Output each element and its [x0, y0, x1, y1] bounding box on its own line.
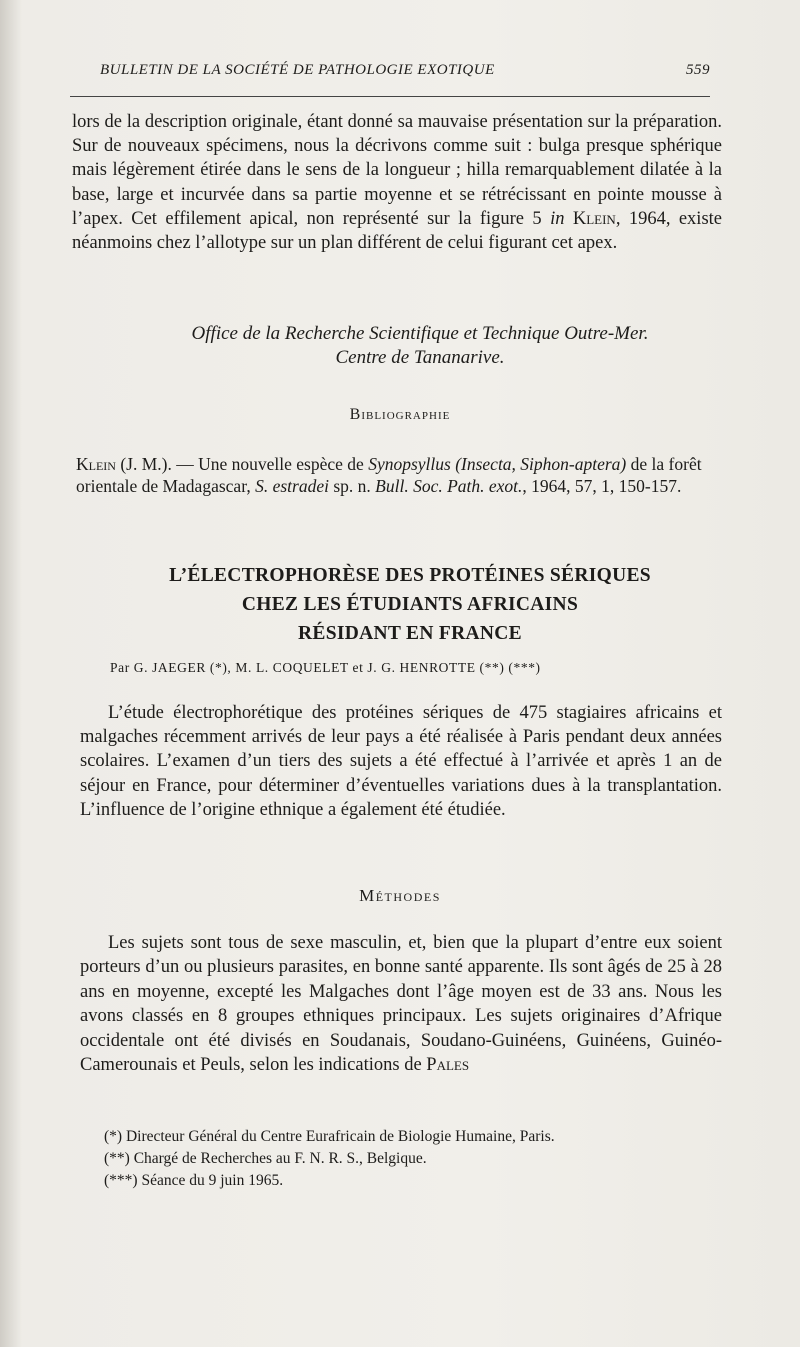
article-title: L’ÉLECTROPHORÈSE DES PROTÉINES SÉRIQUES CHEZ LES ÉTUDIANTS AFRICAINS RÉSIDANT EN FRANCE	[169, 565, 651, 644]
bibliography-heading: Bibliographie	[349, 406, 451, 423]
footnote: (*) Directeur Général du Centre Eurafricain de Biologie Humaine, Paris.	[104, 1128, 555, 1145]
article-authors: Par G. JAEGER (*), M. L. COQUELET et J. G. HENROTTE (**) (***)	[110, 660, 541, 675]
header-rule	[70, 96, 710, 97]
footnotes	[104, 1126, 744, 1192]
page-number: 559	[686, 62, 710, 78]
journal-title: BULLETIN DE LA SOCIÉTÉ DE PATHOLOGIE EXOTIQUE	[100, 62, 495, 78]
intro-paragraph: L’étude électrophorétique des protéines sériques de 475 stagiaires africains et malgaches récemment arrivés de leur pays a été réalisée à Paris pendant deux années scolaires. L’examen d’un tiers des sujets a été effectué à l’arrivée et après 1 an de séjour en France, pour déterminer d’éventuelles variations dues à la transplantation. L’influence de l’origine ethnique a également été étudiée.	[80, 703, 722, 820]
footnote: (***) Séance du 9 juin 1965.	[104, 1172, 284, 1189]
running-header	[100, 62, 710, 79]
methods-heading: Méthodes	[359, 886, 441, 905]
affiliation: Office de la Recherche Scientifique et Technique Outre-Mer. Centre de Tananarive.	[191, 323, 649, 368]
continuation-paragraph: lors de la description originale, étant donné sa mauvaise présentation sur la préparation. Sur de nouveaux spécimens, nous la décrivons comme suit : bulga presque sphérique mais légèrement étirée dans le sens de la longueur ; hilla remarquablement dilatée à la base, large et incurvée dans sa partie moyenne et se rétrécissant en pointe mousse à l’apex. Cet effilement apical, non représenté sur la figure 5 in Klein, 1964, existe néanmoins chez l’allotype sur un plan différent de celui figurant cet apex.	[72, 112, 722, 254]
footnote: (**) Chargé de Recherches au F. N. R. S., Belgique.	[104, 1150, 427, 1167]
methods-paragraph: Les sujets sont tous de sexe masculin, et, bien que la plupart d’entre eux soient porteurs d’un ou plusieurs parasites, en bonne santé apparente. Ils sont âgés de 25 à 28 ans en moyenne, excepté les Malgaches dont l’âge moyen est de 33 ans. Nous les avons classés en 8 groupes ethniques principaux. Les sujets originaires d’Afrique occidentale ont été divisés en Soudanais, Soudano-Guinéens, Guinéens, Guinéo-Camerounais et Peuls, selon les indications de Pales	[80, 933, 722, 1076]
bibliography-entry: Klein (J. M.). — Une nouvelle espèce de Synopsyllus (Insecta, Siphon-aptera) de la forêt orientale de Madagascar, S. estradei sp. n. Bull. Soc. Path. exot., 1964, 57, 1, 150-157.	[76, 454, 702, 496]
